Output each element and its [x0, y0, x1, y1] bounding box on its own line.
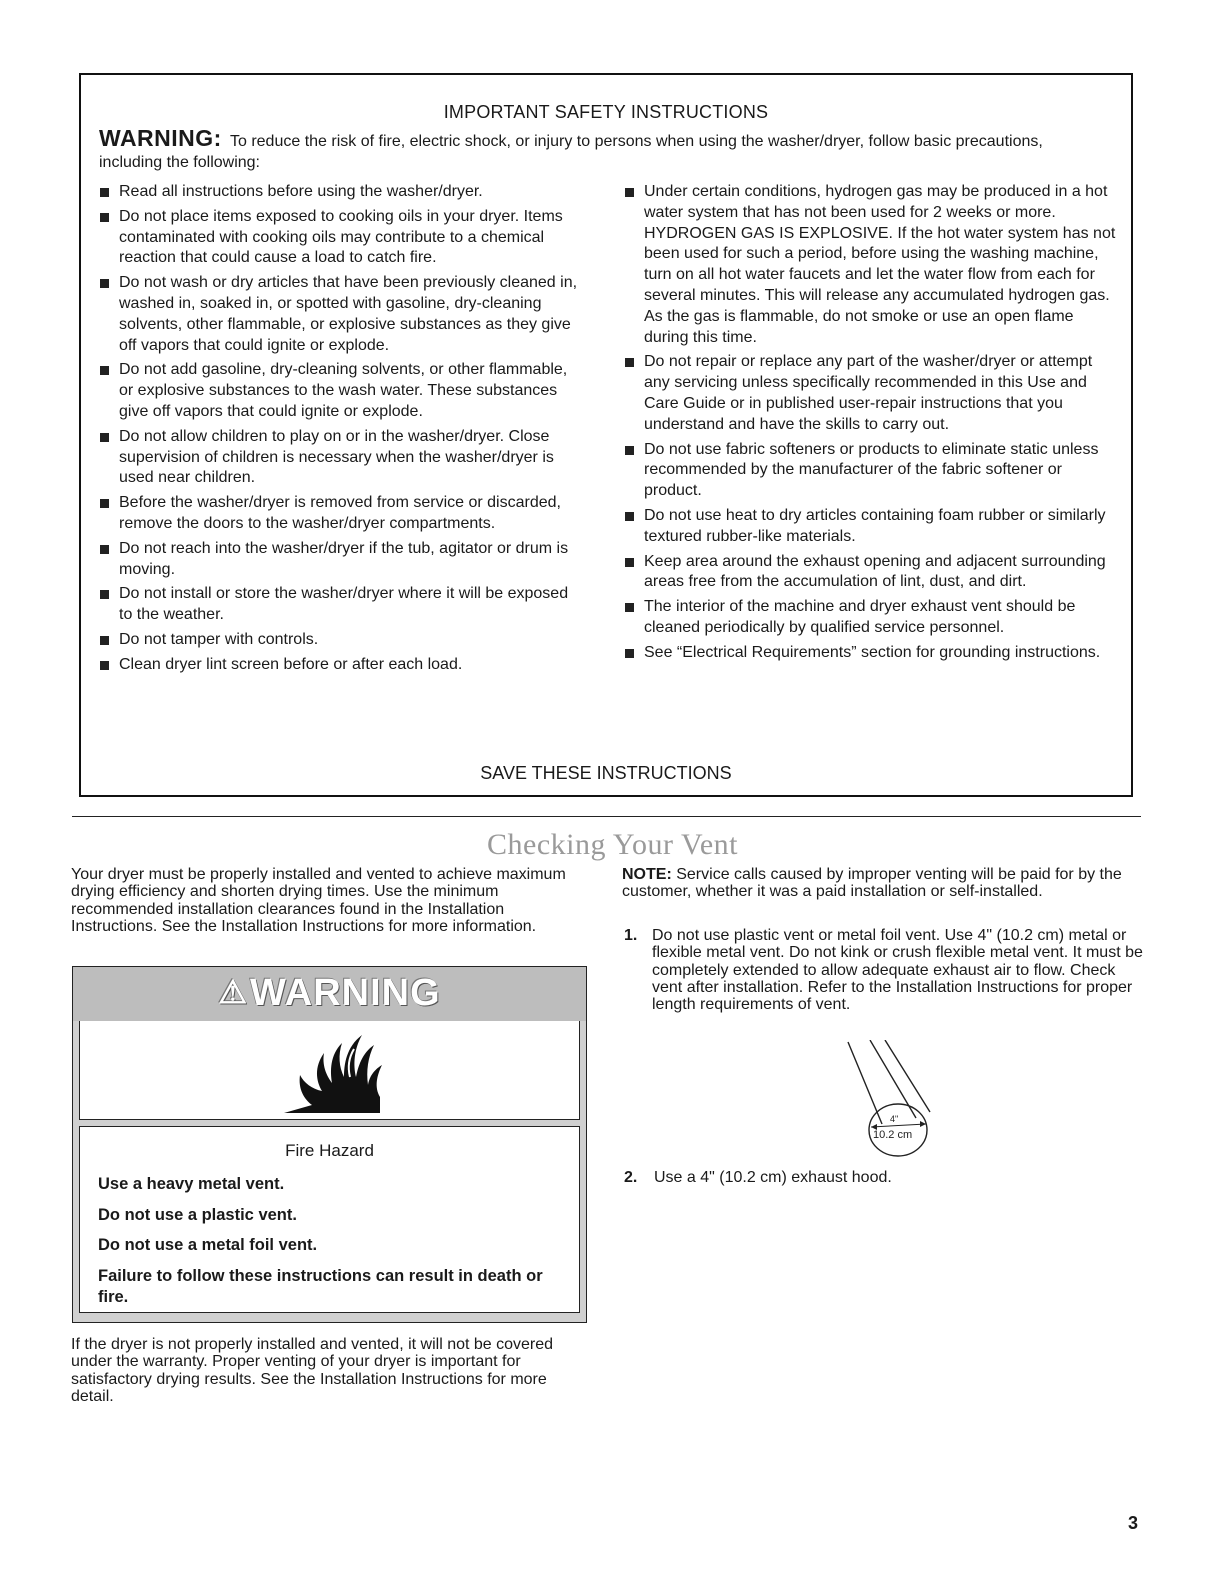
- step-item: [622, 1169, 1122, 1186]
- warning-word: WARNING:: [99, 125, 222, 151]
- bullet-icon: [625, 446, 634, 455]
- list-item: Do not install or store the washer/dryer where it will be exposed to the weather.: [99, 584, 579, 626]
- step-number: 1.: [624, 927, 638, 944]
- closing-paragraph: If the dryer is not properly installed and vented, it will not be covered under the warranty. Proper venting of your dryer is important for satisfactory drying results. See the Installation Instructions for more detail.: [71, 1336, 554, 1405]
- bullet-icon: [100, 366, 109, 375]
- list-item: Do not allow children to play on or in the washer/dryer. Close supervision of children is necessary when the washer/dryer is used near children.: [99, 427, 579, 489]
- intro-paragraph: Your dryer must be properly installed and vented to achieve maximum drying efficiency and shorten drying times. Use the minimum recommended installation clearances found in the Installation Instructions. See the Installation Instructions for more information.: [71, 866, 566, 935]
- list-item: Under certain conditions, hydrogen gas may be produced in a hot water system that has not been used for 2 weeks or more. HYDROGEN GAS IS EXPLOSIVE. If the hot water system has not been used for such a period, before using the washing machine, turn on all hot water faucets and let the water flow from each for several minutes. This will release any accumulated hydrogen gas. As the gas is flammable, do not smoke or use an open flame during this time.: [624, 182, 1119, 348]
- page-number: 3: [1128, 1513, 1139, 1533]
- bullet-icon: [100, 279, 109, 288]
- vent-diameter-diagram: [830, 1040, 940, 1165]
- list-item: Before the washer/dryer is removed from service or discarded, remove the doors to the washer/dryer compartments.: [99, 493, 579, 535]
- hazard-title: Fire Hazard: [285, 1141, 374, 1160]
- bullet-icon: [100, 433, 109, 442]
- list-item: See “Electrical Requirements” section for grounding instructions.: [624, 643, 1119, 664]
- note-label: NOTE:: [622, 866, 672, 883]
- bullet-icon: [625, 188, 634, 197]
- warning-triangle-icon: ⚠: [218, 974, 249, 1010]
- warning-intro: [99, 125, 1091, 173]
- save-instructions-title: SAVE THESE INSTRUCTIONS: [480, 763, 732, 783]
- warning-header: [73, 967, 586, 1021]
- warning-line: Do not use a metal foil vent.: [98, 1236, 318, 1254]
- bullet-icon: [625, 358, 634, 367]
- diagram-inches-label: 4": [890, 1114, 899, 1124]
- list-item: Do not use heat to dry articles containing foam rubber or similarly textured rubber-like materials.: [624, 506, 1119, 548]
- bullet-icon: [100, 636, 109, 645]
- step-text: Use a 4" (10.2 cm) exhaust hood.: [654, 1169, 892, 1186]
- warning-line: Do not use a plastic vent.: [98, 1206, 297, 1224]
- safety-title: IMPORTANT SAFETY INSTRUCTIONS: [443, 102, 769, 122]
- list-item: Clean dryer lint screen before or after each load.: [99, 655, 579, 676]
- bullet-icon: [100, 213, 109, 222]
- list-item: Do not repair or replace any part of the washer/dryer or attempt any servicing unless specifically recommended in this Use and Care Guide or in published user-repair instructions that you understand and have the skills to carry out.: [624, 352, 1119, 435]
- fire-icon: [276, 1027, 396, 1117]
- fire-pictogram: [79, 1021, 580, 1120]
- section-title: Checking Your Vent: [487, 828, 738, 861]
- step-item: [622, 927, 1147, 1013]
- list-item: Keep area around the exhaust opening and adjacent surrounding areas free from the accumulation of lint, dust, and dirt.: [624, 552, 1119, 594]
- bullet-icon: [100, 545, 109, 554]
- warning-text: To reduce the risk of fire, electric shock, or injury to persons when using the washer/dryer, follow basic precautions, including the following:: [99, 133, 1043, 171]
- safety-list-right: [624, 182, 1119, 668]
- safety-instructions-box: [79, 73, 1133, 797]
- fire-warning-panel: [72, 966, 587, 1323]
- note-paragraph: [622, 866, 1147, 901]
- steps-list: [622, 927, 1147, 1013]
- bullet-icon: [625, 603, 634, 612]
- note-text: Service calls caused by improper venting will be paid for by the customer, whether it was a paid installation or self-installed.: [622, 866, 1122, 901]
- list-item: Do not tamper with controls.: [99, 630, 579, 651]
- bullet-icon: [100, 499, 109, 508]
- step-number: 2.: [624, 1169, 638, 1186]
- bullet-icon: [100, 661, 109, 670]
- bullet-icon: [100, 188, 109, 197]
- diagram-cm-label: 10.2 cm: [873, 1129, 913, 1141]
- list-item: The interior of the machine and dryer exhaust vent should be cleaned periodically by qualified service personnel.: [624, 597, 1119, 639]
- list-item: Do not wash or dry articles that have been previously cleaned in, washed in, soaked in, or spotted with gasoline, dry-cleaning solvents, other flammable, or explosive substances as they give off vapors that could ignite or explode.: [99, 273, 579, 356]
- section-divider: [72, 816, 1141, 817]
- list-item: Do not use fabric softeners or products to eliminate static unless recommended by the manufacturer of the fabric softener or product.: [624, 440, 1119, 502]
- list-item: Read all instructions before using the washer/dryer.: [99, 182, 579, 203]
- warning-header-text: ⚠WARNING: [218, 972, 441, 1014]
- safety-list-left: [99, 182, 579, 680]
- list-item: Do not place items exposed to cooking oils in your dryer. Items contaminated with cooking oils may contribute to a chemical reaction that could cause a load to catch fire.: [99, 207, 579, 269]
- warning-body: [79, 1126, 580, 1313]
- bullet-icon: [625, 649, 634, 658]
- list-item: Do not reach into the washer/dryer if the tub, agitator or drum is moving.: [99, 539, 579, 581]
- step-text: Do not use plastic vent or metal foil vent. Use 4" (10.2 cm) metal or flexible metal vent. Do not kink or crush flexible metal vent. It must be completely extended to allow adequate exhaust air to flow. Check vent after installation. Refer to the Installation Instructions for proper length requirements of vent.: [652, 927, 1143, 1014]
- warning-line: Failure to follow these instructions can result in death or fire.: [98, 1267, 543, 1306]
- bullet-icon: [625, 512, 634, 521]
- bullet-icon: [625, 558, 634, 567]
- warning-line: Use a heavy metal vent.: [98, 1175, 285, 1193]
- list-item: Do not add gasoline, dry-cleaning solvents, or other flammable, or explosive substances to the wash water. These substances give off vapors that could ignite or explode.: [99, 360, 579, 422]
- bullet-icon: [100, 590, 109, 599]
